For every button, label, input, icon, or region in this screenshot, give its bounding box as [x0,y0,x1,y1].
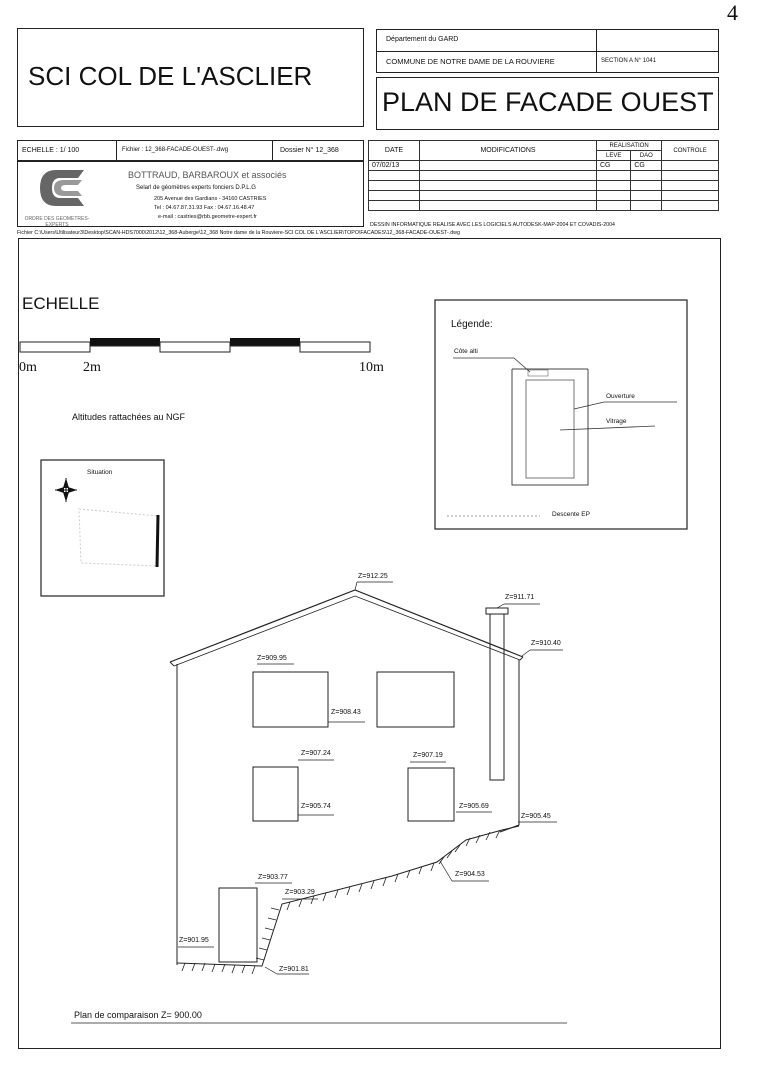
col-controle: CONTROLE [662,141,719,161]
legend-sample [447,358,677,516]
scale-label-10: 10m [359,360,384,375]
fichier-label: Fichier : 12_368-FACADE-OUEST-.dwg [122,147,229,153]
elev-door-bottom-left: Z=901.95 [179,937,209,944]
building-facade [170,590,523,966]
legend-box [435,300,687,529]
elev-ground-right: Z=905.45 [521,813,551,820]
plan-title: PLAN DE FACADE OUEST [382,87,714,117]
firm-name: BOTTRAUD, BARBAROUX et associés [128,170,287,180]
col-date: DATE [369,141,420,161]
elev-ground-mid: Z=904.53 [455,871,485,878]
comparison-plane: Plan de comparaison Z= 900.00 [74,1010,202,1020]
elev-win4-top: Z=907.19 [413,752,443,759]
rev-leve: CG [597,161,631,171]
elev-ground-low: Z=901.81 [279,966,309,973]
elev-chimney-top: Z=911.71 [505,594,535,601]
file-path: Fichier C:\Users\Utilisateur3\Desktop\SCAN-HDS7000\2012\12_368-Auberge\12_368 Notre dame de la Rouviere-SCI COL DE L'ASCLIER\TOPO\FACADES\12_368-FACADE-OUEST-.dwg [17,230,460,236]
dossier-label: Dossier N° 12_368 [280,147,339,154]
leader-lines [178,582,563,974]
section-label: SECTION A N° 1041 [601,58,657,64]
elev-win1-bottom: Z=908.43 [331,709,361,716]
scale-label-2: 2m [83,360,101,375]
legend-vitrage: Vitrage [606,418,627,425]
elev-roof-peak: Z=912.25 [358,573,388,580]
legend-descente: Descente EP [552,511,590,518]
departement-label: Département du GARD [386,36,459,43]
scale-title: ECHELLE [22,294,100,313]
legend-title: Légende: [451,319,493,330]
compass-icon [55,478,77,502]
elev-win4-bottom: Z=905.69 [459,803,489,810]
scale-bar [20,338,370,352]
firm-line3: Tel : 04.67.87.31.93 Fax : 04.67.16.48.47 [154,205,255,211]
commune-label: COMMUNE DE NOTRE DAME DE LA ROUVIERE [386,57,555,66]
legend-cote-alti: Côte alti [454,348,478,355]
owner-name: SCI COL DE L'ASCLIER [28,61,313,91]
logo-caption: ORDRE DES GEOMETRES-EXPERTS [24,216,90,228]
echelle-label: ECHELLE : 1/ 100 [22,147,80,154]
firm-line1: Selarl de géomètres experts fonciers D.P.L.G [136,185,256,191]
rev-dao: CG [631,161,662,171]
situation-box [41,460,164,596]
elev-door-top: Z=903.77 [258,874,288,881]
ground-hatch [182,830,500,974]
legend-ouverture: Ouverture [606,393,635,400]
page-number: 4 [727,0,738,25]
elev-ground-left-upper: Z=903.29 [285,889,315,896]
col-realisation: REALISATION [597,141,662,151]
situation-parcel [79,509,158,567]
situation-title: Situation [87,469,113,476]
col-leve: LEVE [597,151,631,161]
elev-win3-bottom: Z=905.74 [301,803,331,810]
rev-date: 07/02/13 [369,161,420,171]
firm-line4: e-mail : castries@rbb.geometre-expert.fr [158,214,257,220]
col-modifications: MODIFICATIONS [420,141,597,161]
col-dao: DAO [631,151,662,161]
altitudes-note: Altitudes rattachées au NGF [72,412,186,422]
firm-line2: 205 Avenue des Gardians - 34160 CASTRIES [154,196,267,202]
elev-win3-top: Z=907.24 [301,750,331,757]
elev-win1-top: Z=909.95 [257,655,287,662]
software-note: DESSIN INFORMATIQUE REALISE AVEC LES LOGICIELS AUTODESK-MAP-2004 ET COVADIS-2004 [370,222,616,228]
scale-label-0: 0m [19,360,37,375]
elev-eave-right: Z=910.40 [531,640,561,647]
